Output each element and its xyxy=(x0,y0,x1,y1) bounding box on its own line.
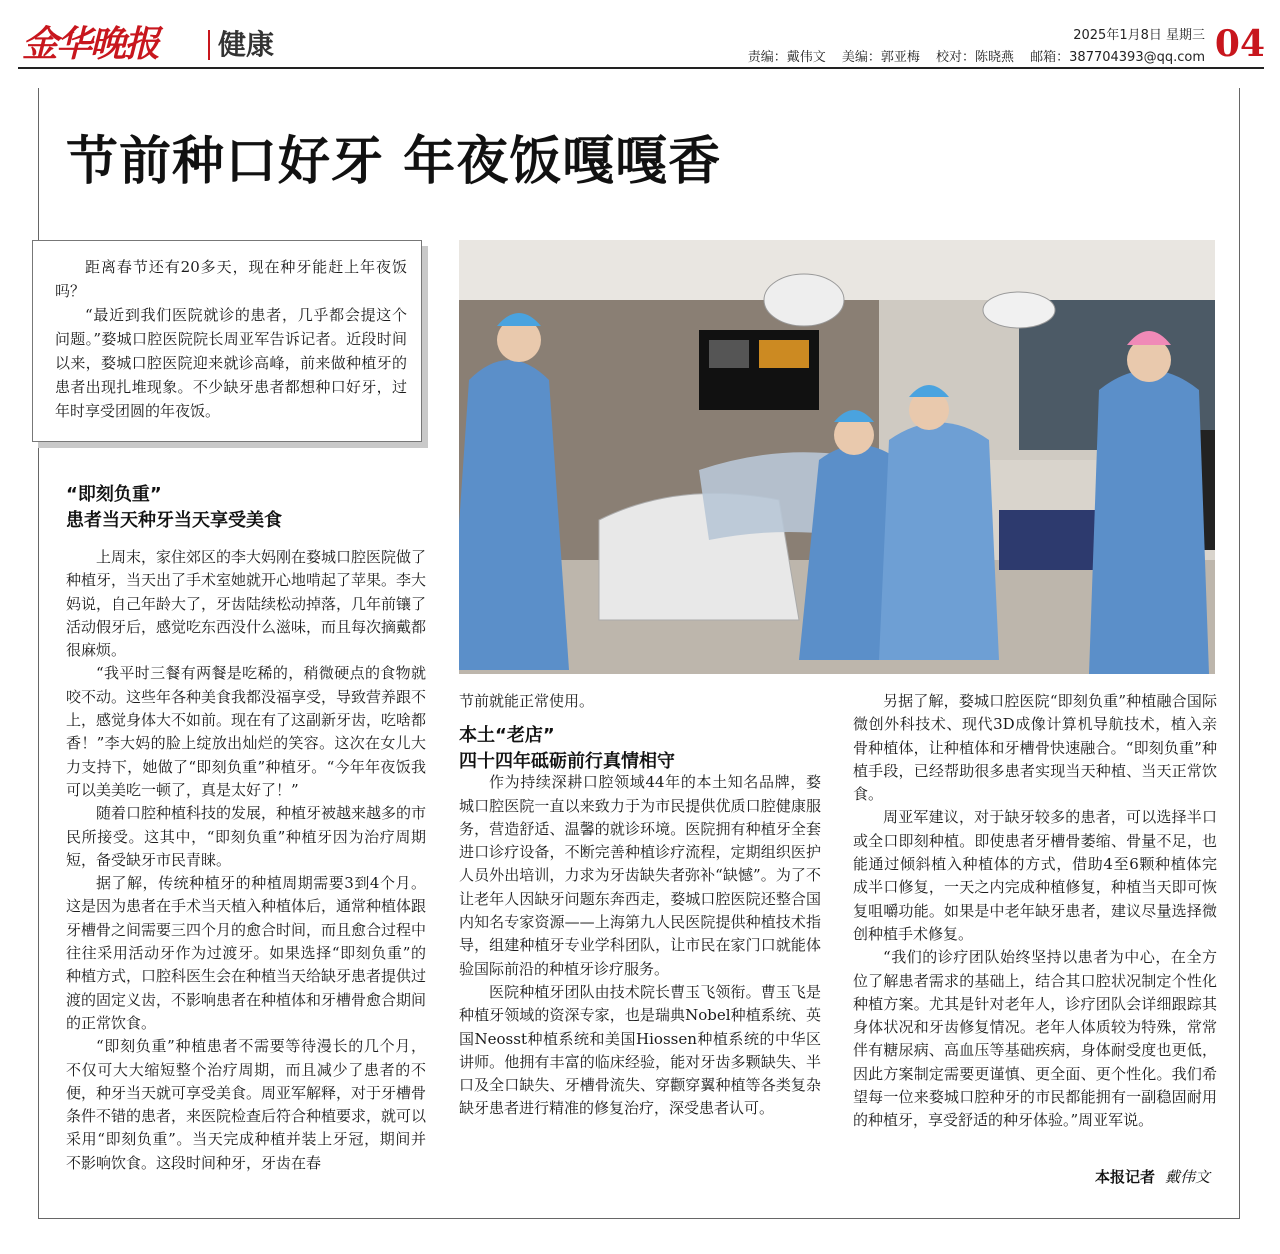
byline-name: 戴伟文 xyxy=(1164,1168,1210,1186)
lead-box xyxy=(32,240,422,442)
body-paragraph: “我们的诊疗团队始终坚持以患者为中心，在全方位了解患者需求的基础上，结合其口腔状况制定个性化种植方案。尤其是针对老年人，诊疗团队会详细跟踪其身体状况和牙齿修复情况。老年人体质较为特殊，常常伴有糖尿病、高血压等基础疾病，身体耐受度也更低，因此方案制定需要更谨慎、更全面、更个性化。我们希望每一位来婺城口腔种牙的市民都能拥有一副稳固耐用的种植牙，享受舒适的种牙体验。”周亚军说。 xyxy=(853,948,1217,1130)
body-paragraph: 据了解，传统种植牙的种植周期需要3到4个月。这是因为患者在手术当天植入种植体后，通常种植体跟牙槽骨之间需要三四个月的愈合时间，而且愈合过程中往往采用活动牙作为过渡牙。如果选择“即刻负重”的种植方式，口腔科医生会在种植当天给缺牙患者提供过渡的固定义齿，不影响患者在种植体和牙槽骨愈合期间的正常饮食。 xyxy=(66,874,427,1032)
column-1 xyxy=(66,546,426,1175)
lead-paragraph: “最近到我们医院就诊的患者，几乎都会提这个问题。”婺城口腔医院院长周亚军告诉记者。近段时间以来，婺城口腔医院迎来就诊高峰，前来做种植牙的患者出现扎堆现象。不少缺牙患者都想种口好牙，过年时享受团圆的年夜饭。 xyxy=(55,306,407,420)
section-title: 健康 xyxy=(218,28,275,61)
editorial-credits xyxy=(736,46,1205,65)
byline xyxy=(1095,1166,1210,1187)
masthead xyxy=(20,22,1265,65)
body-paragraph: 医院种植牙团队由技术院长曹玉飞领衔。曹玉飞是种植牙领域的资深专家，也是瑞典Nobel种植系统、英国Neosst种植系统和美国Hiossen种植系统的中华区讲师。他拥有丰富的临床经验，能对牙齿多颗缺失、半口及全口缺失、牙槽骨流失、穿颧穿翼种植等各类复杂缺牙患者进行精准的修复治疗，深受患者认可。 xyxy=(459,982,821,1118)
column-3 xyxy=(853,690,1217,1133)
masthead-rule xyxy=(18,67,1264,69)
page-number: 04 xyxy=(1214,23,1265,65)
lead-paragraph: 距离春节还有20多天，现在种牙能赶上年夜饭吗？ xyxy=(55,258,407,300)
section1-title-line2: 患者当天种牙当天享受美食 xyxy=(66,510,282,531)
credit-editor: 责编：戴伟文 xyxy=(747,50,826,65)
section1-title-line1: “即刻负重” xyxy=(66,484,162,505)
credit-designer: 美编：郭亚梅 xyxy=(841,50,920,65)
section2-title-line1: 本土“老店” xyxy=(459,725,555,746)
body-paragraph: 上周末，家住郊区的李大妈刚在婺城口腔医院做了种植牙，当天出了手术室她就开心地啃起了苹果。李大妈说，自己年龄大了，牙齿陆续松动掉落，几年前镶了活动假牙后，感觉吃东西没什么滋味，而且每次摘戴都很麻烦。 xyxy=(66,548,427,660)
body-paragraph: 作为持续深耕口腔领域44年的本土知名品牌，婺城口腔医院一直以来致力于为市民提供优质口腔健康服务，营造舒适、温馨的就诊环境。医院拥有种植牙全套进口诊疗设备，不断完善种植诊疗流程，定期组织医护人员外出培训，力求为牙齿缺失者弥补“缺憾”。为了不让老年人因缺牙问题东奔西走，婺城口腔医院还整合国内知名专家资源——上海第九人民医院提供种植技术指导，组建种植牙专业学科团队，让市民在家门口就能体验国际前沿的种植牙诊疗服务。 xyxy=(459,773,821,978)
newspaper-logo: 金华晚报 xyxy=(22,23,159,65)
section1-heading xyxy=(66,482,282,534)
logo-divider xyxy=(208,30,210,60)
surgery-photo-illustration xyxy=(459,240,1215,674)
section2-title-line2: 四十四年砥砺前行真情相守 xyxy=(459,751,675,772)
issue-date: 2025年1月8日 星期三 xyxy=(1073,28,1205,43)
section2-heading xyxy=(459,723,675,775)
byline-label: 本报记者 xyxy=(1094,1168,1155,1186)
body-paragraph: 随着口腔种植科技的发展，种植牙被越来越多的市民所接受。这其中，“即刻负重”种植牙因为治疗周期短，备受缺牙市民青睐。 xyxy=(66,804,427,869)
body-paragraph: “即刻负重”种植患者不需要等待漫长的几个月，不仅可大大缩短整个治疗周期，而且减少了患者的不便，种牙当天就可享受美食。周亚军解释，对于牙槽骨条件不错的患者，来医院检查后符合种植要求，就可以采用“即刻负重”。当天完成种植并装上牙冠，期间并不影响饮食。这段时间种牙，牙齿在春 xyxy=(66,1037,427,1172)
surgery-photo xyxy=(459,240,1215,674)
credit-proofreader: 校对：陈晓燕 xyxy=(936,50,1015,65)
body-paragraph: “我平时三餐有两餐是吃稀的，稍微硬点的食物就咬不动。这些年各种美食我都没福享受，导致营养跟不上，感觉身体大不如前。现在有了这副新牙齿，吃啥都香！”李大妈的脸上绽放出灿烂的笑容。这次在女儿大力支持下，她做了“即刻负重”种植牙。“今年年夜饭我可以美美吃一顿了，真是太好了！” xyxy=(66,664,427,799)
body-paragraph: 周亚军建议，对于缺牙较多的患者，可以选择半口或全口即刻种植。即使患者牙槽骨萎缩、骨量不足，也能通过倾斜植入种植体的方式，借助4至6颗种植体完成半口修复，一天之内完成种植修复，种植当天即可恢复咀嚼功能。如果是中老年缺牙患者，建议尽量选择微创种植手术修复。 xyxy=(853,808,1217,943)
credit-email: 邮箱：387704393@qq.com xyxy=(1030,50,1205,65)
body-paragraph-carryover: 节前就能正常使用。 xyxy=(459,692,595,710)
body-paragraph: 另据了解，婺城口腔医院“即刻负重”种植融合国际微创外科技术、现代3D成像计算机导航技术，植入亲骨种植体，让种植体和牙槽骨快速融合。“即刻负重”种植手段，已经帮助很多患者实现当天种植、当天正常饮食。 xyxy=(853,692,1217,804)
article-headline: 节前种口好牙 年夜饭嘎嘎香 xyxy=(66,132,722,192)
